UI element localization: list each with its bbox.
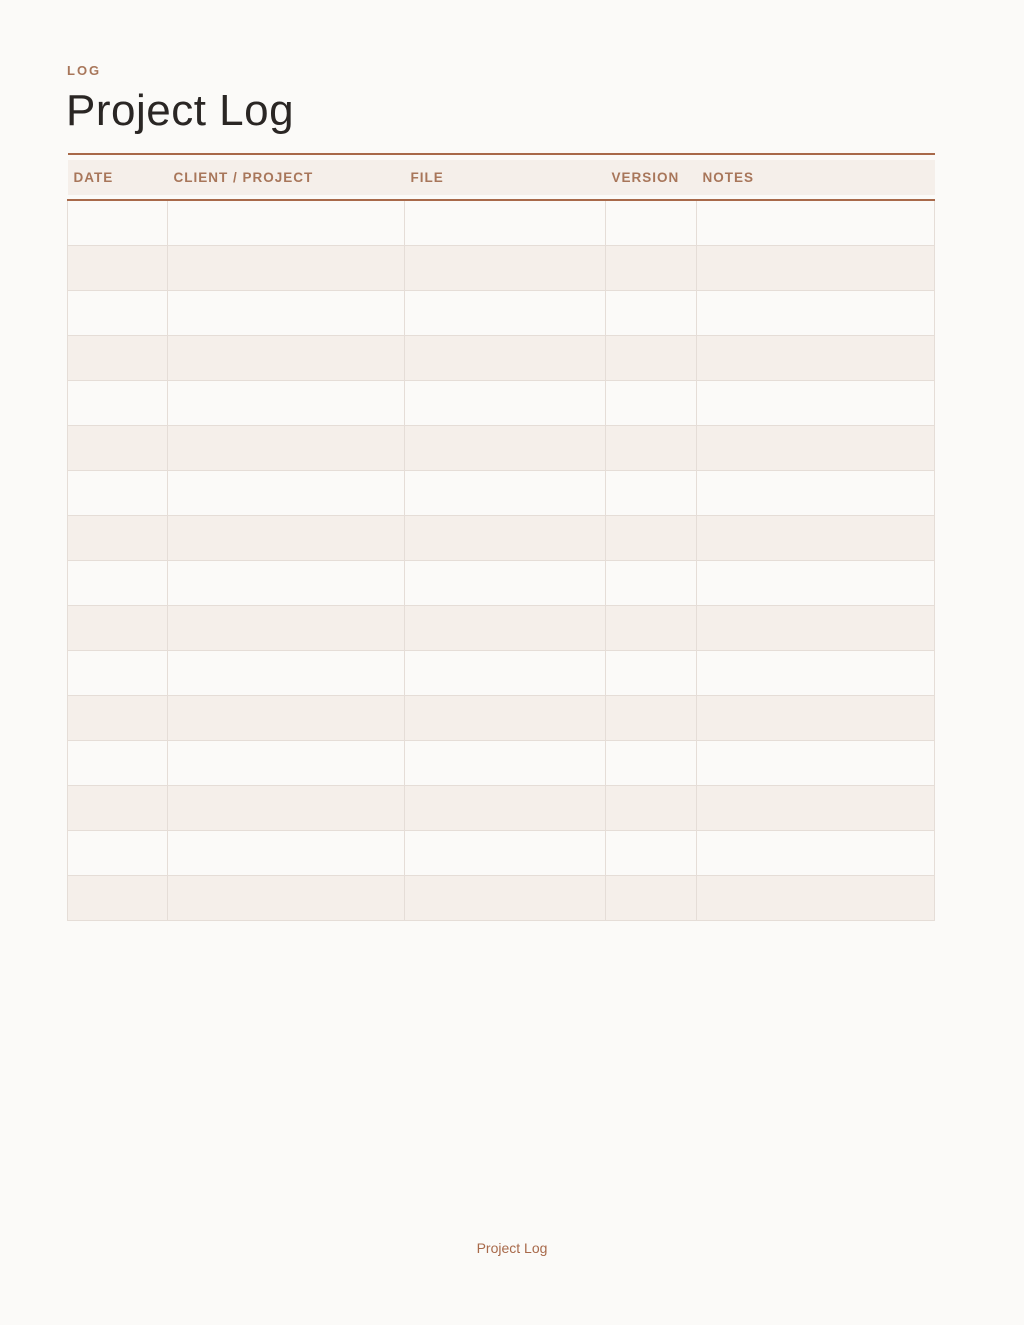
table-cell-date[interactable]	[68, 741, 168, 786]
table-row	[68, 336, 935, 381]
table-cell-file[interactable]	[405, 471, 606, 516]
table-cell-date[interactable]	[68, 696, 168, 741]
table-cell-notes[interactable]	[697, 741, 935, 786]
table-cell-date[interactable]	[68, 831, 168, 876]
table-cell-version[interactable]	[606, 561, 697, 606]
table-row	[68, 291, 935, 336]
table-cell-file[interactable]	[405, 606, 606, 651]
table-cell-notes[interactable]	[697, 651, 935, 696]
table-cell-client-project[interactable]	[168, 291, 405, 336]
table-cell-client-project[interactable]	[168, 741, 405, 786]
table-cell-date[interactable]	[68, 561, 168, 606]
table-cell-version[interactable]	[606, 381, 697, 426]
table-cell-version[interactable]	[606, 426, 697, 471]
table-header-row	[68, 154, 935, 200]
table-cell-file[interactable]	[405, 291, 606, 336]
table-cell-client-project[interactable]	[168, 471, 405, 516]
table-cell-date[interactable]	[68, 336, 168, 381]
table-cell-client-project[interactable]	[168, 426, 405, 471]
table-row	[68, 831, 935, 876]
table-row	[68, 741, 935, 786]
table-cell-file[interactable]	[405, 786, 606, 831]
table-cell-client-project[interactable]	[168, 651, 405, 696]
table-cell-file[interactable]	[405, 561, 606, 606]
table-cell-version[interactable]	[606, 246, 697, 291]
table-cell-version[interactable]	[606, 471, 697, 516]
table-row	[68, 606, 935, 651]
table-cell-client-project[interactable]	[168, 246, 405, 291]
table-cell-date[interactable]	[68, 876, 168, 921]
table-row	[68, 381, 935, 426]
table-row	[68, 561, 935, 606]
table-cell-date[interactable]	[68, 651, 168, 696]
table-cell-client-project[interactable]	[168, 516, 405, 561]
table-cell-date[interactable]	[68, 471, 168, 516]
table-cell-notes[interactable]	[697, 516, 935, 561]
table-cell-client-project[interactable]	[168, 786, 405, 831]
table-cell-date[interactable]	[68, 381, 168, 426]
table-cell-client-project[interactable]	[168, 606, 405, 651]
page-footer: Project Log	[476, 1240, 548, 1256]
table-row	[68, 516, 935, 561]
column-header-client-project: CLIENT / PROJECT	[168, 154, 405, 200]
table-cell-version[interactable]	[606, 606, 697, 651]
table-cell-version[interactable]	[606, 831, 697, 876]
table-cell-version[interactable]	[606, 876, 697, 921]
table-cell-file[interactable]	[405, 876, 606, 921]
table-cell-version[interactable]	[606, 741, 697, 786]
table-cell-notes[interactable]	[697, 831, 935, 876]
table-cell-date[interactable]	[68, 516, 168, 561]
table-row	[68, 696, 935, 741]
table-row	[68, 426, 935, 471]
table-cell-notes[interactable]	[697, 291, 935, 336]
table-row	[68, 246, 935, 291]
table-row	[68, 786, 935, 831]
table-cell-date[interactable]	[68, 246, 168, 291]
table-cell-client-project[interactable]	[168, 561, 405, 606]
table-cell-notes[interactable]	[697, 246, 935, 291]
table-cell-file[interactable]	[405, 246, 606, 291]
page-eyebrow: LOG	[67, 63, 102, 78]
table-cell-client-project[interactable]	[168, 831, 405, 876]
table-cell-version[interactable]	[606, 291, 697, 336]
table-cell-file[interactable]	[405, 426, 606, 471]
project-log-table	[67, 153, 935, 921]
table-cell-notes[interactable]	[697, 426, 935, 471]
table-cell-notes[interactable]	[697, 471, 935, 516]
table-row	[68, 471, 935, 516]
table-body	[68, 200, 935, 921]
page-title: Project Log	[66, 86, 295, 135]
table-cell-client-project[interactable]	[168, 200, 405, 246]
table-row	[68, 651, 935, 696]
table-cell-date[interactable]	[68, 426, 168, 471]
table-cell-version[interactable]	[606, 651, 697, 696]
table-cell-version[interactable]	[606, 200, 697, 246]
table-cell-client-project[interactable]	[168, 696, 405, 741]
column-header-version: VERSION	[606, 154, 697, 200]
column-header-date: DATE	[68, 154, 168, 200]
table-cell-file[interactable]	[405, 651, 606, 696]
table-cell-file[interactable]	[405, 696, 606, 741]
table-cell-notes[interactable]	[697, 381, 935, 426]
table-cell-version[interactable]	[606, 336, 697, 381]
table-cell-notes[interactable]	[697, 561, 935, 606]
table-cell-notes[interactable]	[697, 786, 935, 831]
table-cell-notes[interactable]	[697, 696, 935, 741]
table-cell-date[interactable]	[68, 291, 168, 336]
table-cell-file[interactable]	[405, 741, 606, 786]
table-cell-notes[interactable]	[697, 606, 935, 651]
table-cell-version[interactable]	[606, 696, 697, 741]
table-cell-client-project[interactable]	[168, 876, 405, 921]
table-cell-file[interactable]	[405, 200, 606, 246]
table-row	[68, 876, 935, 921]
column-header-file: FILE	[405, 154, 606, 200]
table-cell-date[interactable]	[68, 606, 168, 651]
table-cell-file[interactable]	[405, 831, 606, 876]
table-cell-file[interactable]	[405, 516, 606, 561]
table-cell-date[interactable]	[68, 200, 168, 246]
table-cell-notes[interactable]	[697, 200, 935, 246]
table-cell-client-project[interactable]	[168, 381, 405, 426]
table-cell-version[interactable]	[606, 786, 697, 831]
table-cell-client-project[interactable]	[168, 336, 405, 381]
column-header-notes: NOTES	[697, 154, 935, 200]
table-cell-version[interactable]	[606, 516, 697, 561]
table-cell-file[interactable]	[405, 381, 606, 426]
table-row	[68, 200, 935, 246]
table-cell-date[interactable]	[68, 786, 168, 831]
table-cell-file[interactable]	[405, 336, 606, 381]
table-cell-notes[interactable]	[697, 876, 935, 921]
table-cell-notes[interactable]	[697, 336, 935, 381]
